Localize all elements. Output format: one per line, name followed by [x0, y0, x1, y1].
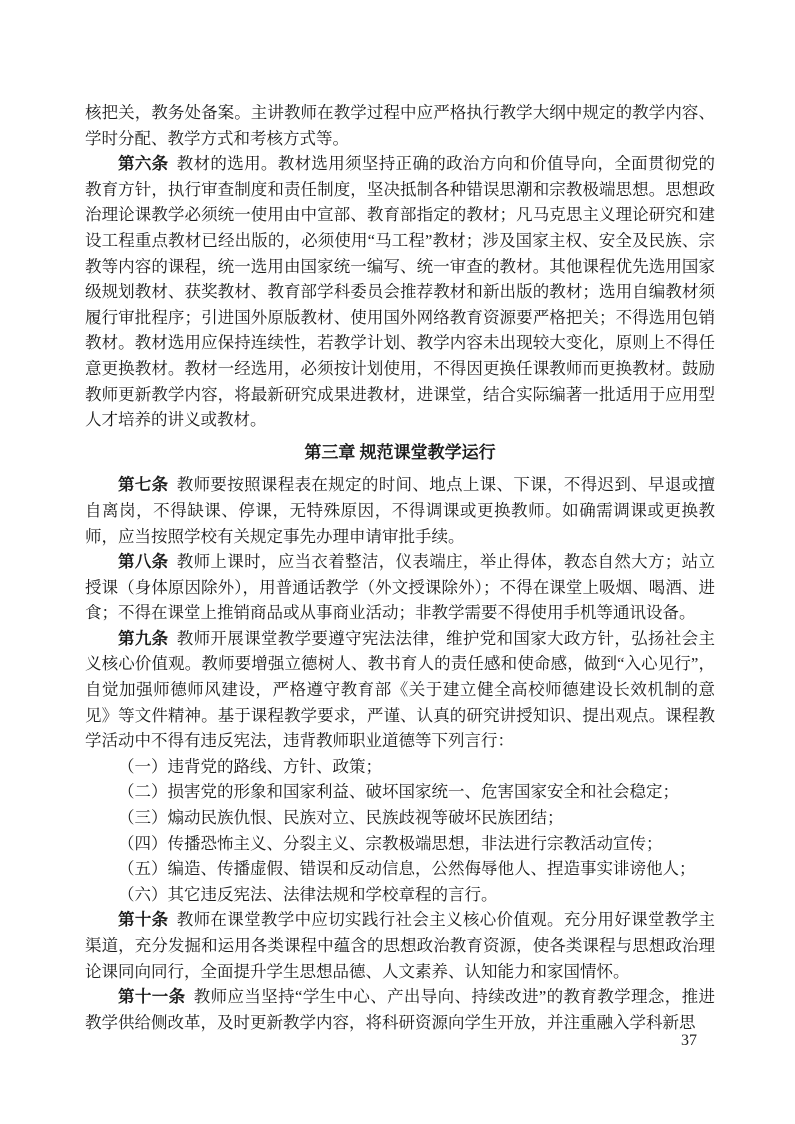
paragraph-text: （三）煽动民族仇恨、民族对立、民族歧视等破坏民族团结；: [118, 808, 564, 828]
list-item: [85, 856, 715, 882]
list-item: [85, 805, 715, 831]
paragraph-text: （五）编造、传播虚假、错误和反动信息，公然侮辱他人、捏造事实诽谤他人；: [118, 859, 696, 879]
article-number: 第六条: [118, 154, 169, 174]
paragraph-text: （四）传播恐怖主义、分裂主义、宗教极端思想，非法进行宗教活动宣传；: [118, 833, 663, 853]
page-number: 37: [681, 1032, 697, 1049]
list-item: [85, 831, 715, 857]
paragraph-text: （二）损害党的形象和国家利益、破坏国家统一、危害国家安全和社会稳定；: [118, 782, 679, 802]
paragraph-text: 教师在课堂教学中应切实践行社会主义核心价值观。充分用好课堂教学主渠道，充分发掘和运用各类课程中蕴含的思想政治教育资源，使各类课程与思想政治理论课同向同行，全面提升学生思想品德、人文素养、认知能力和家国情怀。: [85, 910, 716, 981]
paragraph: [85, 626, 715, 754]
article-number: 第七条: [118, 475, 169, 495]
article-number: 第十条: [118, 910, 169, 930]
paragraph-text: 教材的选用。教材选用须坚持正确的政治方向和价值导向，全面贯彻党的教育方针，执行审查制度和责任制度，坚决抵制各种错误思潮和宗教极端思想。思想政治理论课教学必须统一使用由中宣部、教育部指定的教材；凡马克思主义理论研究和建设工程重点教材已经出版的，必须使用“马工程”教材；涉及国家主权、安全及民族、宗教等内容的课程，统一选用由国家统一编写、统一审查的教材。其他课程优先选用国家级规划教材、获奖教材、教育部学科委员会推荐教材和新出版的教材；选用自编教材须履行审批程序；引进国外原版教材、使用国外网络教育资源要严格把关；不得选用包销教材。教材选用应保持连续性，若教学计划、教学内容未出现较大变化，原则上不得任意更换教材。教材一经选用，必须按计划使用，不得因更换任课教师而更换教材。鼓励教师更新教学内容，将最新研究成果进教材，进课堂，结合实际编著一批适用于应用型人才培养的讲义或教材。: [85, 154, 716, 430]
paragraph: [85, 472, 715, 549]
paragraph-text: 教师上课时，应当衣着整洁，仪表端庄，举止得体，教态自然大方；站立授课（身体原因除外），用普通话教学（外文授课除外）；不得在课堂上吸烟、喝酒、进食；不得在课堂上推销商品或从事商业活动；非教学需要不得使用手机等通讯设备。: [85, 552, 716, 623]
article-number: 第八条: [118, 552, 169, 572]
list-item: [85, 882, 715, 908]
paragraph: [85, 907, 715, 984]
paragraph-text: 教师开展课堂教学要遵守宪法法律，维护党和国家大政方针，弘扬社会主义核心价值观。教师要增强立德树人、教书育人的责任感和使命感，做到“入心见行”，自觉加强师德师风建设，严格遵守教育部《关于建立健全高校师德建设长效机制的意见》等文件精神。基于课程教学要求，严谨、认真的研究讲授知识、提出观点。课程教学活动中不得有违反宪法，违背教师职业道德等下列言行：: [85, 628, 716, 751]
paragraph: [85, 984, 715, 1035]
paragraph-text: 教师要按照课程表在规定的时间、地点上课、下课，不得迟到、早退或擅自离岗，不得缺课、停课，无特殊原因，不得调课或更换教师。如确需调课或更换教师，应当按照学校有关规定事先办理申请审批手续。: [85, 475, 716, 546]
chapter-heading: [85, 440, 715, 466]
paragraph-text: （一）违背党的路线、方针、政策；: [118, 756, 382, 776]
chapter-heading-text: 第三章 规范课堂教学运行: [304, 442, 496, 462]
list-item: [85, 754, 715, 780]
paragraph-text: 教师应当坚持“学生中心、产出导向、持续改进”的教育教学理念，推进教学供给侧改革，及时更新教学内容，将科研资源向学生开放，并注重融入学科新思: [85, 987, 715, 1032]
article-number: 第九条: [118, 628, 169, 648]
paragraph: [85, 100, 715, 151]
paragraph: [85, 549, 715, 626]
article-number: 第十一条: [118, 987, 186, 1007]
paragraph: [85, 151, 715, 433]
paragraph-text: （六）其它违反宪法、法律法规和学校章程的言行。: [118, 884, 498, 904]
paragraph-text: 核把关，教务处备案。主讲教师在教学过程中应严格执行教学大纲中规定的教学内容、学时分配、教学方式和考核方式等。: [85, 103, 715, 148]
list-item: [85, 779, 715, 805]
document-body: [85, 100, 715, 1035]
